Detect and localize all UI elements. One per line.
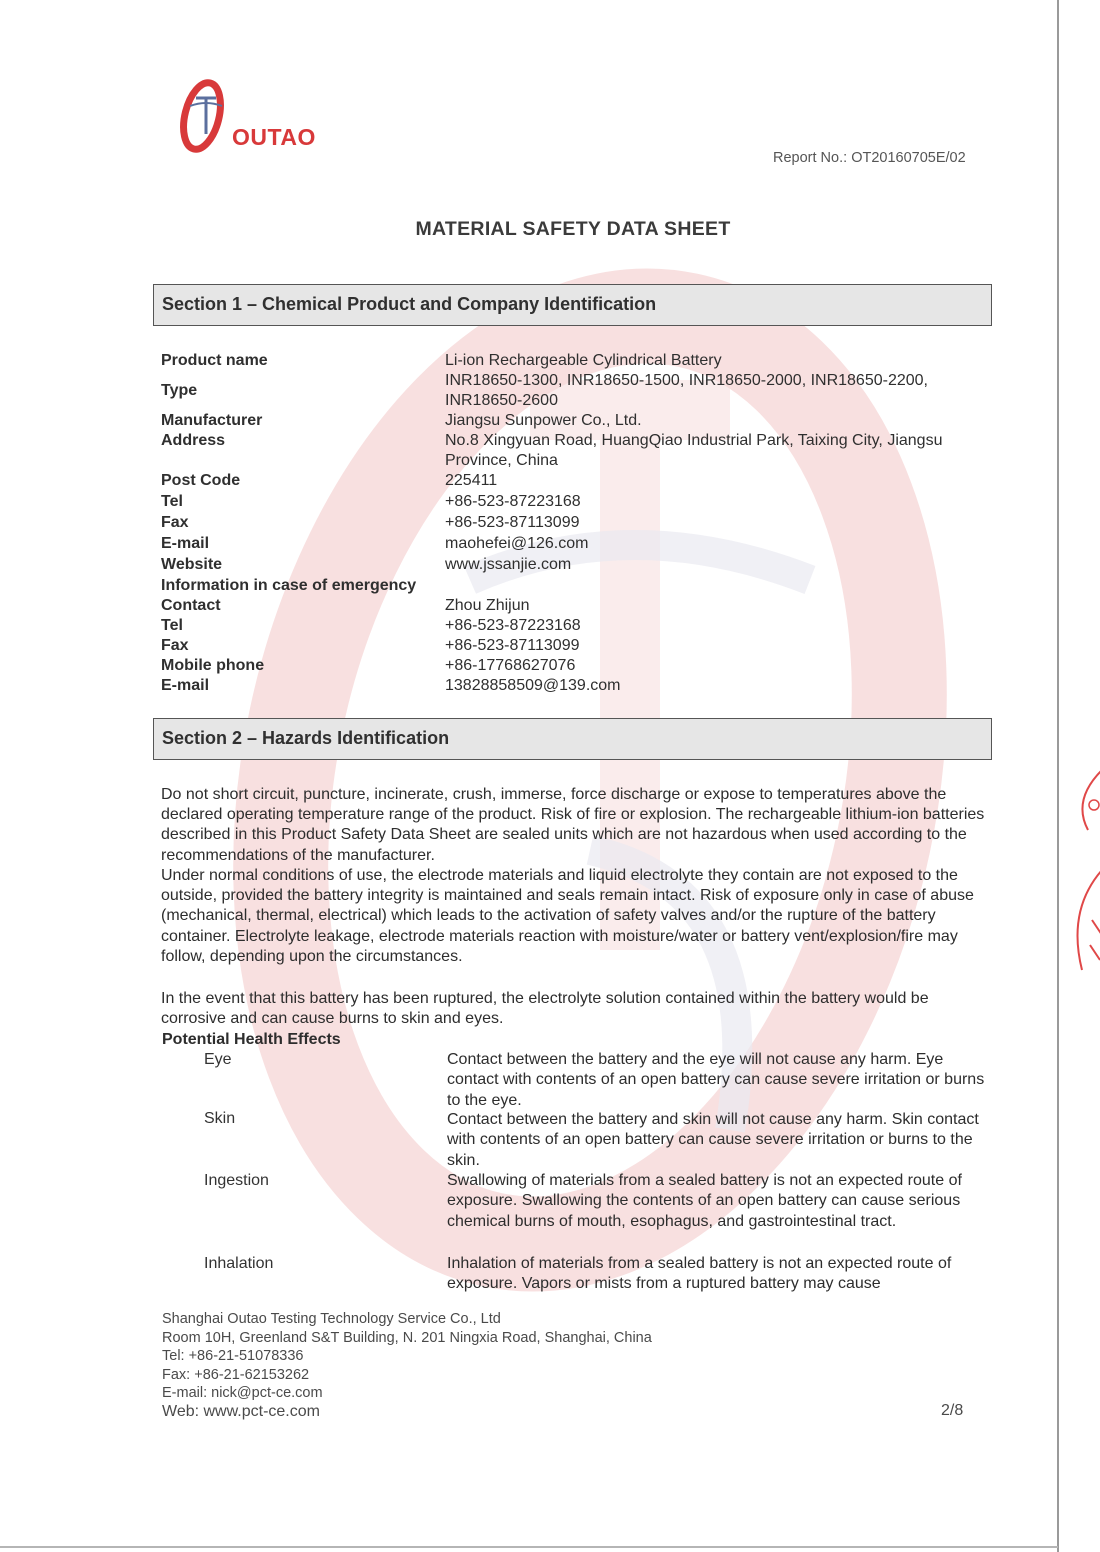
hazard-paragraph-2: Under normal conditions of use, the electrode materials and liquid electrolyte they contain are not exposed to the outside, provided the battery integrity is maintained and seals remain intact. Risk of exposure only in case of abuse (mechanical, thermal, electrical) which leads to the activation of safety valves and/or the rupture of the battery container. Electrolyte leakage, electrode materials reaction with moisture/water or battery vent/explosion/fire may follow, depending upon the circumstances.: [161, 867, 974, 965]
report-number: [773, 150, 966, 166]
hazard-paragraph-3: In the event that this battery has been ruptured, the electrolyte solution contained within the battery would be corrosive and can cause burns to skin and eyes.: [161, 990, 929, 1028]
section-1-title: Section 1 – Chemical Product and Company Identification: [162, 294, 657, 314]
footer-fax: Fax: +86-21-62153262: [162, 1366, 310, 1383]
effect-text-ingestion: Swallowing of materials from a sealed battery is not an expected route of exposure. Swallowing the contents of an open battery can cause serious chemical burns of mouth, esophagus, and gastrointestinal tract.: [447, 1172, 962, 1230]
info-value: +86-523-87113099: [445, 514, 580, 531]
info-label: Tel: [161, 493, 183, 510]
effect-text-eye: Contact between the battery and the eye will not cause any harm. Eye contact with contents of an open battery can cause severe irritation or burns to the eye.: [447, 1051, 985, 1109]
page-edge-bottom: [0, 1546, 1058, 1548]
info-value: 225411: [445, 472, 498, 489]
info-label: Mobile phone: [161, 657, 265, 674]
page-number: 2/8: [941, 1402, 964, 1419]
info-value: Jiangsu Sunpower Co., Ltd.: [445, 412, 642, 429]
report-number-value: OT20160705E/02: [851, 150, 966, 166]
effect-label-eye: Eye: [204, 1051, 232, 1068]
info-label: E-mail: [161, 535, 210, 552]
info-label: Address: [161, 432, 226, 449]
info-value: INR18650-1300, INR18650-1500, INR18650-2000, INR18650-2200, INR18650-2600: [445, 372, 928, 409]
info-label: Product name: [161, 352, 268, 369]
info-value: Li-ion Rechargeable Cylindrical Battery: [445, 352, 722, 369]
footer: [162, 1310, 652, 1422]
info-label: Information in case of emergency: [161, 577, 417, 594]
info-label: Fax: [161, 514, 189, 531]
section-1-header: [153, 284, 992, 326]
page-edge-right: [1057, 0, 1059, 1552]
info-value: www.jssanjie.com: [445, 556, 572, 573]
footer-company: Shanghai Outao Testing Technology Service Co., Ltd: [162, 1311, 501, 1327]
effect-label-inhalation: Inhalation: [204, 1255, 274, 1272]
report-number-label: Report No.:: [773, 150, 848, 166]
info-value: Zhou Zhijun: [445, 597, 530, 614]
info-value: No.8 Xingyuan Road, HuangQiao Industrial Park, Taixing City, Jiangsu Province, China: [445, 432, 943, 469]
info-label: Contact: [161, 597, 221, 614]
footer-tel: Tel: +86-21-51078336: [162, 1348, 304, 1365]
document-title: MATERIAL SAFETY DATA SHEET: [415, 218, 731, 240]
footer-web: Web: www.pct-ce.com: [162, 1402, 320, 1420]
info-label: Type: [161, 382, 198, 399]
effect-label-ingestion: Ingestion: [204, 1172, 269, 1189]
effect-text-skin: Contact between the battery and skin will not cause any harm. Skin contact with contents of an open battery can cause severe irritation or burns to the skin.: [447, 1111, 979, 1169]
info-value: +86-523-87223168: [445, 617, 581, 634]
info-label: E-mail: [161, 677, 210, 694]
info-value: +86-523-87223168: [445, 493, 581, 510]
potential-health-effects-heading: Potential Health Effects: [162, 1031, 341, 1048]
hazard-paragraph-1: Do not short circuit, puncture, incinerate, crush, immerse, force discharge or expose to temperatures above the declared operating temperature range of the product. Risk of fire or explosion. The rechargeable lithium-ion batteries described in this Product Safety Data Sheet are sealed units which are not hazardous when used according to the recommendations of the manufacturer.: [161, 786, 985, 864]
info-label: Website: [161, 556, 223, 573]
logo-text: OUTAO: [232, 124, 316, 150]
section-2-header: [153, 718, 992, 760]
info-label: Tel: [161, 617, 183, 634]
info-label: Fax: [161, 637, 189, 654]
info-value: +86-17768627076: [445, 657, 576, 674]
footer-email: E-mail: nick@pct-ce.com: [162, 1385, 323, 1402]
info-label: Post Code: [161, 472, 241, 489]
section-2-title: Section 2 – Hazards Identification: [162, 728, 450, 748]
info-value: maohefei@126.com: [445, 535, 589, 552]
effect-text-inhalation: Inhalation of materials from a sealed battery is not an expected route of exposure. Vapors or mists from a ruptured battery may cause: [447, 1255, 952, 1293]
effect-label-skin: Skin: [204, 1110, 236, 1127]
info-value: 13828858509@139.com: [445, 677, 621, 694]
info-value: +86-523-87113099: [445, 637, 580, 654]
partial-stamp: [1062, 760, 1100, 990]
footer-address: Room 10H, Greenland S&T Building, N. 201 Ningxia Road, Shanghai, China: [162, 1329, 652, 1346]
info-label: Manufacturer: [161, 412, 263, 429]
